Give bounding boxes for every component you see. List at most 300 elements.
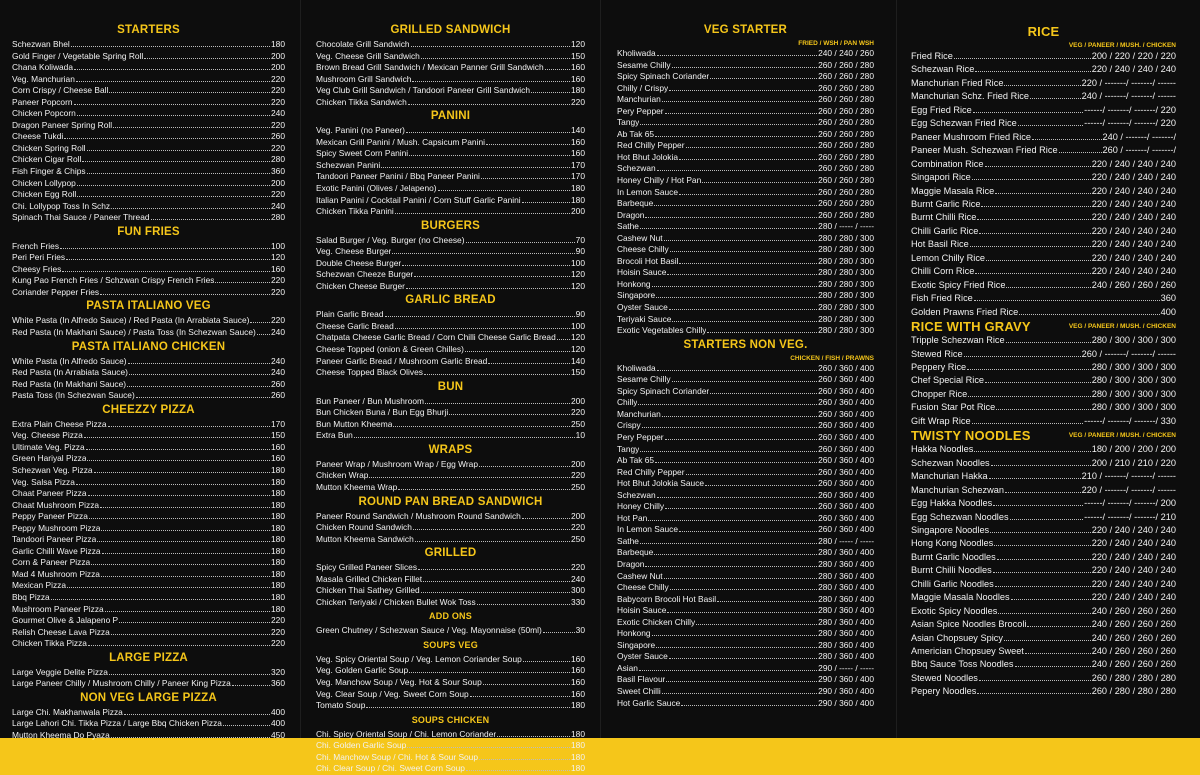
menu-item — [12, 62, 285, 74]
item-price: 170 — [571, 159, 585, 170]
item-name: Egg Schezwan Noodles — [911, 511, 1009, 522]
dot-leader — [710, 392, 817, 394]
menu-item — [617, 314, 874, 326]
dot-leader — [696, 623, 817, 625]
item-name: Bun Mutton Kheema — [316, 418, 393, 429]
item-name: Veg. Cheese Grill Sandwich — [316, 50, 420, 61]
menu-item — [316, 700, 585, 712]
dot-leader — [655, 461, 817, 463]
item-name: Chilli Garlic Rice — [911, 225, 979, 236]
item-price: 180 — [571, 751, 585, 762]
item-name: Tandoori Paneer Pizza — [12, 534, 97, 545]
item-name: Veg Club Grill Sandwich / Tandoori Paneer Grill Sandwich — [316, 85, 530, 96]
menu-item — [617, 325, 874, 337]
item-price: 260 / 260 / 280 — [818, 71, 874, 82]
menu-item — [316, 654, 585, 666]
item-name: Brown Bread Grill Sandwich / Mexican Panner Grill Sandwich — [316, 62, 544, 73]
item-name: Chi. Manchow Soup / Chi. Hot & Sour Soup — [316, 751, 478, 762]
item-price: 280 / 300 / 300 / 300 — [1091, 402, 1176, 413]
item-name: Oyster Sauce — [617, 302, 668, 313]
item-price: 280 / 280 / 300 — [818, 244, 874, 255]
menu-item — [12, 154, 285, 166]
item-name: Chef Special Rice — [911, 375, 985, 386]
item-price: 250 — [571, 418, 585, 429]
item-price: 180 — [271, 545, 285, 556]
menu-item — [12, 143, 285, 155]
item-name: Chicken Tikka Pizza — [12, 638, 87, 649]
item-price: 220 — [271, 96, 285, 107]
menu-item — [617, 221, 874, 233]
item-price: 220 — [571, 407, 585, 418]
menu-item — [617, 279, 874, 291]
menu-item — [911, 618, 1176, 631]
dot-leader — [89, 517, 270, 519]
menu-item — [617, 198, 874, 210]
item-price: 180 — [571, 763, 585, 774]
dot-leader — [667, 611, 817, 613]
menu-item — [911, 672, 1176, 685]
item-name: Red Chilly Pepper — [617, 140, 685, 151]
item-price: 220 — [571, 562, 585, 573]
menu-item — [12, 546, 285, 558]
item-name: French Fries — [12, 240, 60, 251]
dot-leader — [1032, 138, 1102, 140]
item-name: Extra Plain Cheese Pizza — [12, 418, 107, 429]
dot-leader — [424, 373, 570, 375]
item-price: 220 — [271, 615, 285, 626]
item-price: 220 — [271, 119, 285, 130]
item-name: Brocoli Hot Basil — [617, 255, 679, 266]
item-name: Combination Rice — [911, 158, 984, 169]
menu-item — [911, 551, 1176, 564]
item-name: Honey Chilly / Hot Pan — [617, 175, 702, 186]
item-name: Singapore — [617, 290, 656, 301]
item-name: Mutton Kheema Wrap — [316, 481, 398, 492]
dot-leader — [993, 571, 1091, 573]
dot-leader — [66, 258, 270, 260]
item-price: 180 — [271, 499, 285, 510]
menu-item — [911, 50, 1176, 63]
item-name: Burnt Chilli Noodles — [911, 565, 992, 576]
item-price: 280 / 280 / 300 — [818, 255, 874, 266]
menu-item — [911, 470, 1176, 483]
item-name: Exotic Spicy Fried Rice — [911, 279, 1006, 290]
dot-leader — [74, 103, 270, 105]
item-price: 260 / 360 / 400 — [818, 501, 874, 512]
item-price: 240 / 260 / 260 / 260 — [1091, 646, 1176, 657]
item-name: Hong Kong Noodles — [911, 538, 994, 549]
item-price: 280 / 280 / 300 — [818, 267, 874, 278]
menu-item — [316, 677, 585, 689]
menu-item — [316, 597, 585, 609]
dot-leader — [412, 80, 570, 82]
item-name: Fish Finger & Chips — [12, 166, 86, 177]
menu-item — [12, 592, 285, 604]
section-title: ADD ONS — [429, 611, 472, 622]
dot-leader — [398, 488, 570, 490]
item-price: 200 / 210 / 210 / 220 — [1091, 457, 1176, 468]
section-title: GARLIC BREAD — [405, 294, 496, 307]
menu-item — [316, 183, 585, 195]
dot-leader — [652, 285, 818, 287]
item-price: 120 — [571, 39, 585, 49]
item-name: Hoisin Sauce — [617, 605, 667, 616]
dot-leader — [975, 272, 1090, 274]
dot-leader — [994, 544, 1090, 546]
menu-item — [617, 640, 874, 652]
item-price: 200 — [571, 510, 585, 521]
item-name: Schezwan Noodles — [911, 457, 990, 468]
item-name: Ab Tak 65 — [617, 455, 655, 466]
dot-leader — [664, 577, 817, 579]
menu-item — [12, 678, 285, 690]
dot-leader — [545, 68, 570, 70]
dot-leader — [113, 126, 270, 128]
item-price: 180 — [571, 85, 585, 96]
menu-item — [911, 361, 1176, 374]
menu-item — [12, 108, 285, 120]
item-price: 280 / 300 / 300 / 300 — [1091, 361, 1176, 372]
dot-leader — [449, 413, 570, 415]
item-name: Salad Burger / Veg. Burger (no Cheese) — [316, 234, 465, 245]
menu-item — [911, 537, 1176, 550]
item-price: 150 — [271, 430, 285, 441]
item-price: 180 — [571, 728, 585, 739]
item-price: 160 — [571, 73, 585, 84]
item-name: In Lemon Sauce — [617, 186, 678, 197]
dot-leader — [415, 540, 570, 542]
item-name: Burnt Garlic Rice — [911, 198, 981, 209]
dot-leader — [666, 680, 817, 682]
item-price: 180 — [271, 464, 285, 475]
dot-leader — [657, 54, 817, 56]
menu-item — [316, 562, 585, 574]
dot-leader — [1059, 151, 1102, 153]
item-price: 280 / 280 / 300 — [818, 325, 874, 336]
menu-item — [316, 752, 585, 764]
dot-leader — [101, 529, 270, 531]
dot-leader — [409, 671, 570, 673]
menu-item — [12, 241, 285, 253]
dot-leader — [100, 293, 270, 295]
menu-item — [12, 419, 285, 431]
menu-item — [316, 148, 585, 160]
dot-leader — [497, 735, 570, 737]
item-price: 70 — [575, 234, 585, 245]
dot-leader — [60, 247, 270, 249]
section-title: VEG STARTER — [703, 24, 788, 36]
menu-item — [316, 321, 585, 333]
dot-leader — [642, 426, 817, 428]
item-price: 220 / 240 / 240 / 240 — [1091, 266, 1176, 277]
dot-leader — [679, 158, 817, 160]
item-name: Manchurian Hakka — [911, 471, 988, 482]
dot-leader — [87, 459, 270, 461]
dot-leader — [968, 395, 1091, 397]
item-price: 280 / 280 / 300 — [818, 278, 874, 289]
item-name: Chilly / Crispy — [617, 82, 669, 93]
dot-leader — [101, 575, 270, 577]
menu-item — [911, 484, 1176, 497]
dot-leader — [970, 245, 1091, 247]
dot-leader — [986, 259, 1091, 261]
item-name: Mushroom Paneer Pizza — [12, 603, 104, 614]
menu-item — [911, 90, 1176, 103]
dot-leader — [479, 465, 570, 467]
item-name: Singapori Rice — [911, 172, 971, 183]
menu-item — [316, 430, 585, 442]
section-header — [911, 319, 1176, 334]
item-price: 200 — [271, 50, 285, 61]
item-name: Stewed Rice — [911, 348, 963, 359]
item-name: Large Paneer Chilly / Mushroom Chilly / Paneer King Pizza — [12, 678, 231, 689]
item-price: 30 — [575, 625, 585, 636]
dot-leader — [395, 327, 570, 329]
item-name: Cheese Topped Black Olives — [316, 367, 423, 378]
menu-item — [12, 252, 285, 264]
item-price: 220 — [271, 286, 285, 297]
dot-leader — [481, 177, 570, 179]
menu-item — [911, 511, 1176, 524]
menu-item — [617, 663, 874, 675]
item-name: Italian Panini / Cocktail Panini / Corn Stuff Garlic Panini — [316, 194, 521, 205]
menu-item — [617, 524, 874, 536]
dot-leader — [679, 193, 817, 195]
dot-leader — [710, 77, 817, 79]
menu-item — [911, 334, 1176, 347]
item-name: Schezwan Veg. Pizza — [12, 464, 93, 475]
menu-item — [316, 74, 585, 86]
item-price: 280 — [271, 154, 285, 165]
menu-item — [12, 615, 285, 627]
menu-item — [12, 51, 285, 63]
dot-leader — [77, 195, 270, 197]
menu-item — [617, 409, 874, 421]
item-name: Exotic Panini (Olives / Jelapeno) — [316, 183, 437, 194]
item-name: Chatpata Cheese Garlic Bread / Corn Chilli Cheese Garlic Bread — [316, 332, 556, 343]
menu-item — [617, 467, 874, 479]
item-name: Americian Chopsuey Sweet — [911, 646, 1024, 657]
menu-item — [316, 309, 585, 321]
item-price: 210 / -------/ -------/ ------ — [1081, 471, 1176, 482]
section-title: NON VEG LARGE PIZZA — [80, 691, 217, 704]
menu-section — [12, 339, 285, 402]
item-price: 260 / 360 / 400 — [818, 443, 874, 454]
item-price: 260 / 360 / 400 — [818, 397, 874, 408]
item-price: 160 — [271, 453, 285, 464]
item-name: Veg. Clear Soup / Veg. Sweet Corn Soup — [316, 688, 469, 699]
dot-leader — [421, 591, 570, 593]
menu-item — [617, 594, 874, 606]
menu-item — [617, 210, 874, 222]
menu-section — [316, 442, 585, 494]
item-price: 260 / 360 / 400 — [818, 362, 874, 373]
dot-leader — [74, 68, 270, 70]
item-price: 220 / 240 / 240 / 240 — [1091, 158, 1176, 169]
item-price: 90 — [575, 246, 585, 257]
item-name: Honey Chilly — [617, 501, 665, 512]
item-price: 220 — [271, 189, 285, 200]
dot-leader — [1025, 652, 1091, 654]
dot-leader — [662, 692, 817, 694]
dot-leader — [413, 528, 570, 530]
menu-item — [316, 367, 585, 379]
menu-item — [316, 206, 585, 218]
menu-section — [911, 22, 1176, 319]
menu-item — [12, 97, 285, 109]
dot-leader — [425, 402, 570, 404]
item-name: Chaat Paneer Pizza — [12, 488, 87, 499]
menu-item — [911, 524, 1176, 537]
item-name: Red Pasta (In Makhani Sauce) / Pasta Toss (In Schezwan Sauce) — [12, 327, 256, 338]
menu-item — [617, 651, 874, 663]
menu-item — [12, 511, 285, 523]
dot-leader — [993, 504, 1083, 506]
menu-item — [316, 356, 585, 368]
item-name: Asian Chopsuey Spicy — [911, 632, 1003, 643]
menu-section — [316, 637, 585, 712]
menu-item — [911, 457, 1176, 470]
menu-item — [316, 235, 585, 247]
menu-section — [316, 218, 585, 293]
item-name: Chi. Golden Garlic Soup — [316, 740, 407, 751]
item-price: 260 / 360 / 400 — [818, 374, 874, 385]
item-price: 220 — [271, 275, 285, 286]
item-name: Maggie Masala Rice — [911, 185, 995, 196]
item-price: 200 — [571, 458, 585, 469]
item-price: 260 / 360 / 400 — [818, 466, 874, 477]
dot-leader — [972, 178, 1091, 180]
menu-item — [617, 129, 874, 141]
dot-leader — [88, 494, 271, 496]
item-price: 300 — [571, 585, 585, 596]
menu-item — [316, 85, 585, 97]
menu-item — [12, 604, 285, 616]
item-price: 240 / 240 / 260 — [818, 48, 874, 58]
item-price: 170 — [271, 418, 285, 429]
dot-leader — [640, 123, 817, 125]
dot-leader — [409, 154, 570, 156]
dot-leader — [543, 631, 575, 633]
menu-item — [617, 420, 874, 432]
menu-item — [911, 443, 1176, 456]
menu-item — [911, 144, 1176, 157]
item-price: 260 / 260 / 280 — [818, 140, 874, 151]
menu-item — [911, 77, 1176, 90]
item-name: Pery Pepper — [617, 431, 664, 442]
item-price: 280 / 360 / 400 — [818, 628, 874, 639]
menu-item — [617, 444, 874, 456]
dot-leader — [418, 568, 570, 570]
item-price: 260 / 260 / 280 — [818, 105, 874, 116]
menu-section — [911, 428, 1176, 699]
item-price: 280 / 300 / 300 / 300 — [1091, 335, 1176, 346]
dot-leader — [1005, 491, 1081, 493]
dot-leader — [640, 227, 817, 229]
menu-item — [12, 131, 285, 143]
menu-item — [316, 258, 585, 270]
item-price: 360 — [1160, 293, 1176, 304]
item-name: Large Lahori Chi. Tikka Pizza / Large Bbq Chicken Pizza — [12, 718, 222, 729]
menu-item — [316, 522, 585, 534]
item-price: 260 / 360 / 400 — [818, 524, 874, 535]
item-name: Chicken Teriyaki / Chicken Bullet Wok Toss — [316, 596, 476, 607]
menu-item — [316, 763, 585, 775]
menu-item — [911, 605, 1176, 618]
dot-leader — [108, 425, 271, 427]
item-name: Honkong — [617, 278, 651, 289]
dot-leader — [998, 612, 1090, 614]
dot-leader — [88, 644, 270, 646]
item-name: Dragon — [617, 209, 645, 220]
item-price: 180 — [271, 476, 285, 487]
item-price: 260 / 360 / 400 — [818, 385, 874, 396]
dot-leader — [990, 531, 1091, 533]
item-price: 260 / -------/ -------/ ------ — [1081, 348, 1176, 359]
menu-item — [617, 547, 874, 559]
dot-leader — [124, 713, 270, 715]
dot-leader — [974, 299, 1160, 301]
item-price: 10 — [575, 430, 585, 441]
menu-item — [12, 477, 285, 489]
menu-item — [911, 564, 1176, 577]
item-name: Green Chutney / Schezwan Sauce / Veg. Mayonnaise (50ml) — [316, 625, 542, 636]
item-price: 260 — [271, 390, 285, 401]
menu-item — [12, 356, 285, 368]
dot-leader — [657, 369, 817, 371]
item-name: Manchurian — [617, 94, 661, 105]
dot-leader — [1019, 313, 1159, 315]
menu-item — [12, 201, 285, 213]
item-price: 280 / 360 / 400 — [818, 616, 874, 627]
item-name: Manchurian — [617, 408, 661, 419]
menu-item — [316, 281, 585, 293]
item-name: Green Hariyal Pizza — [12, 453, 87, 464]
dot-leader — [354, 436, 575, 438]
item-name: Mutton Kheema Sandwich — [316, 533, 414, 544]
section-title: CHEEZZY PIZZA — [102, 403, 195, 416]
item-name: Schezwan Cheeze Burger — [316, 269, 414, 280]
price-columns-label: CHICKEN / FISH / PRAWNS — [790, 354, 874, 362]
item-name: Large Chi. Makhanwala Pizza — [12, 706, 123, 717]
menu-item — [316, 585, 585, 597]
item-name: Large Veggie Delite Pizza — [12, 666, 108, 677]
menu-item — [911, 348, 1176, 361]
item-name: Hoisin Sauce — [617, 267, 667, 278]
menu-item — [12, 189, 285, 201]
item-name: Stewed Noodles — [911, 672, 978, 683]
item-name: Red Pasta (In Makhani Sauce) — [12, 378, 127, 389]
menu-item — [316, 246, 585, 258]
section-title: STARTERS — [117, 24, 180, 36]
item-name: Sweet Chilli — [617, 685, 661, 696]
item-name: Chi. Spicy Oriental Soup / Chi. Lemon Coriander — [316, 728, 497, 739]
dot-leader — [638, 403, 817, 405]
menu-item — [12, 638, 285, 650]
item-name: Chana Koliwada — [12, 62, 73, 73]
menu-item — [12, 465, 285, 477]
item-price: 360 — [271, 678, 285, 689]
dot-leader — [657, 496, 817, 498]
item-name: Hot Pan — [617, 512, 648, 523]
item-price: 240 / -------/ -------/ — [1102, 131, 1176, 142]
dot-leader — [672, 66, 818, 68]
dot-leader — [670, 588, 817, 590]
dot-leader — [531, 91, 570, 93]
menu-item — [316, 534, 585, 546]
item-price: 260 / 360 / 400 — [818, 512, 874, 523]
menu-item — [911, 685, 1176, 698]
